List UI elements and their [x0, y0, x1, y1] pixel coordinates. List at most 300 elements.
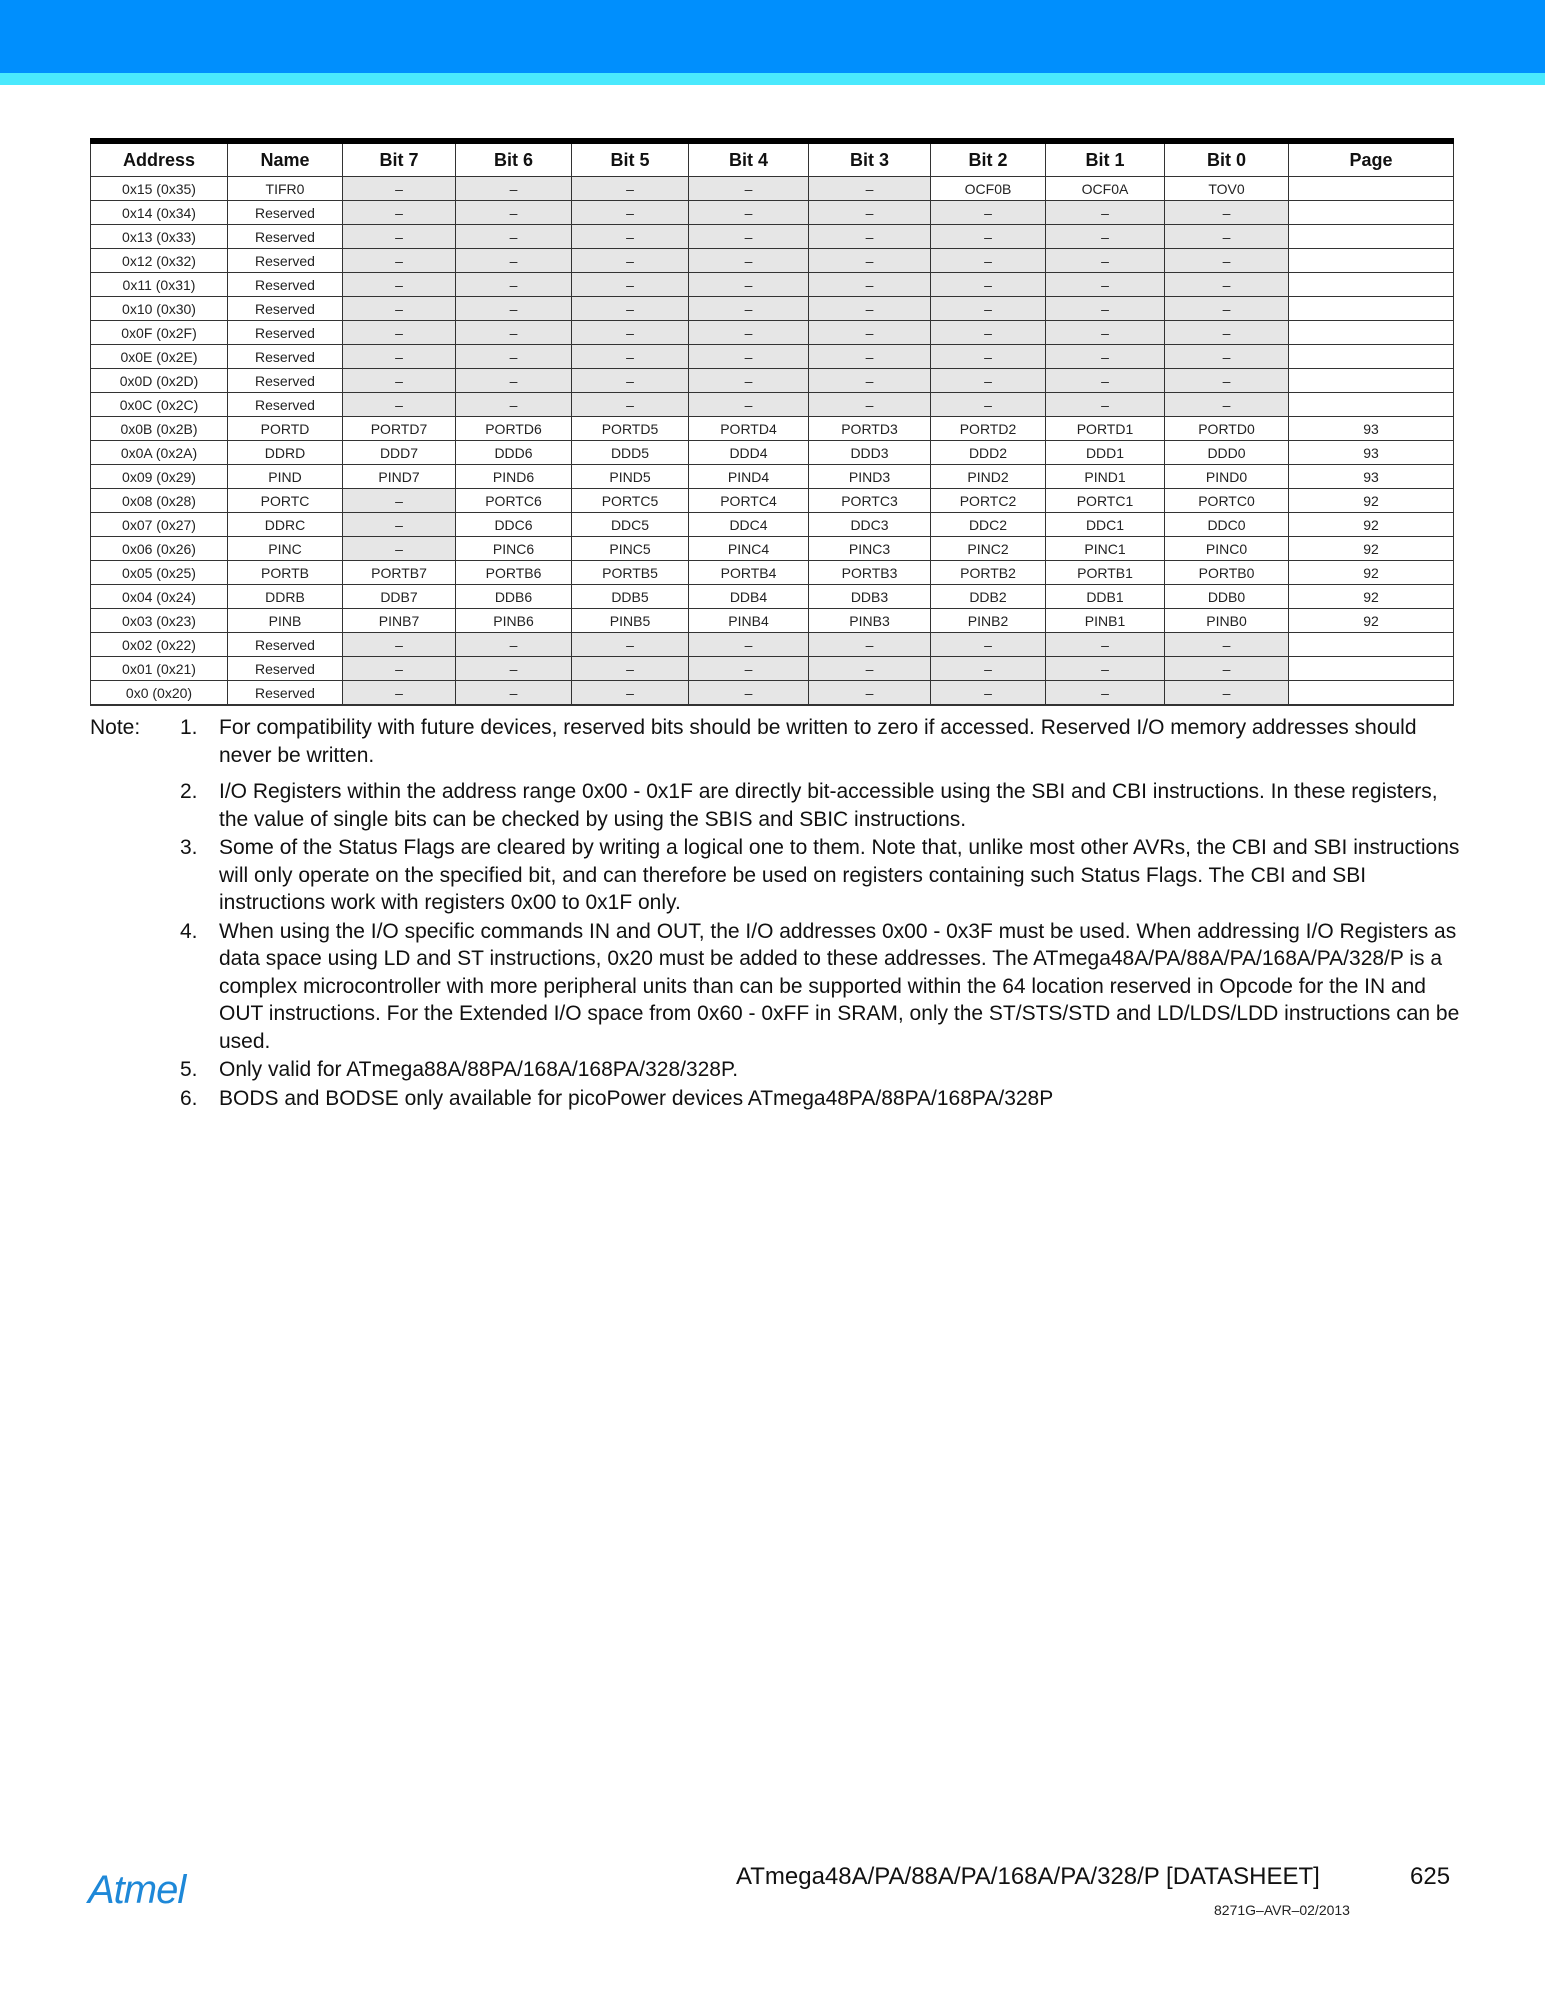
note-item [90, 918, 1460, 1056]
table-cell: – [931, 345, 1046, 369]
table-cell: DDC4 [689, 513, 809, 537]
table-cell: TOV0 [1165, 177, 1289, 201]
table-cell: – [456, 201, 572, 225]
table-cell: DDB0 [1165, 585, 1289, 609]
table-cell: – [1046, 225, 1165, 249]
table-cell: PORTB4 [689, 561, 809, 585]
table-cell: – [572, 393, 689, 417]
table-cell: DDB3 [809, 585, 931, 609]
table-cell: 92 [1289, 585, 1454, 609]
table-cell: 0x14 (0x34) [91, 201, 228, 225]
table-cell: DDB7 [343, 585, 456, 609]
table-cell: – [809, 297, 931, 321]
table-cell: PINB5 [572, 609, 689, 633]
table-cell: – [456, 321, 572, 345]
table-cell: PORTB1 [1046, 561, 1165, 585]
table-cell: – [343, 513, 456, 537]
table-cell: PINB1 [1046, 609, 1165, 633]
table-cell: PINB3 [809, 609, 931, 633]
table-cell: PIND4 [689, 465, 809, 489]
table-cell: 0x03 (0x23) [91, 609, 228, 633]
table-row [91, 417, 1454, 441]
column-header: Page [1289, 141, 1454, 177]
column-header: Bit 4 [689, 141, 809, 177]
table-cell: 92 [1289, 513, 1454, 537]
table-cell [1289, 345, 1454, 369]
table-cell: – [456, 345, 572, 369]
table-cell: PORTB7 [343, 561, 456, 585]
table-cell: – [931, 393, 1046, 417]
table-cell: – [689, 273, 809, 297]
table-cell: – [931, 201, 1046, 225]
table-cell: PINC1 [1046, 537, 1165, 561]
table-cell: Reserved [228, 393, 343, 417]
table-cell: DDC6 [456, 513, 572, 537]
table-cell: – [343, 633, 456, 657]
atmel-logo: Atmel [88, 1868, 186, 1912]
table-cell: – [572, 345, 689, 369]
table-cell: – [689, 321, 809, 345]
table-cell: PINC [228, 537, 343, 561]
table-cell: – [689, 657, 809, 681]
table-cell: – [572, 177, 689, 201]
table-cell: – [931, 369, 1046, 393]
table-cell: – [1165, 273, 1289, 297]
table-cell: – [931, 249, 1046, 273]
table-cell: PIND5 [572, 465, 689, 489]
column-header: Bit 7 [343, 141, 456, 177]
table-cell: – [456, 681, 572, 706]
table-row [91, 609, 1454, 633]
table-row [91, 393, 1454, 417]
table-cell: 0x0F (0x2F) [91, 321, 228, 345]
table-cell: PORTC6 [456, 489, 572, 513]
table-cell: – [572, 657, 689, 681]
table-cell: – [1046, 249, 1165, 273]
column-header: Bit 6 [456, 141, 572, 177]
table-cell: DDD7 [343, 441, 456, 465]
table-cell [1289, 657, 1454, 681]
table-cell: – [809, 321, 931, 345]
table-cell: DDC0 [1165, 513, 1289, 537]
table-cell: 93 [1289, 417, 1454, 441]
note-number: 5. [180, 1058, 198, 1081]
table-cell: PORTD [228, 417, 343, 441]
table-cell: – [572, 249, 689, 273]
table-cell: PORTC [228, 489, 343, 513]
table-cell: – [1046, 297, 1165, 321]
table-cell: Reserved [228, 369, 343, 393]
table-cell: 0x10 (0x30) [91, 297, 228, 321]
table-cell: – [1046, 657, 1165, 681]
table-cell: Reserved [228, 201, 343, 225]
table-cell: – [343, 393, 456, 417]
table-cell: – [456, 369, 572, 393]
table-row [91, 681, 1454, 706]
column-header: Bit 2 [931, 141, 1046, 177]
table-cell: Reserved [228, 297, 343, 321]
table-cell: 0x07 (0x27) [91, 513, 228, 537]
table-row [91, 273, 1454, 297]
table-cell [1289, 201, 1454, 225]
table-cell: – [689, 225, 809, 249]
table-cell: DDRD [228, 441, 343, 465]
table-cell: – [572, 273, 689, 297]
table-row [91, 585, 1454, 609]
table-cell: Reserved [228, 273, 343, 297]
table-cell: – [809, 393, 931, 417]
table-cell [1289, 393, 1454, 417]
table-cell: DDC3 [809, 513, 931, 537]
table-cell: – [343, 369, 456, 393]
table-cell: – [343, 297, 456, 321]
table-row [91, 225, 1454, 249]
table-cell: – [809, 249, 931, 273]
table-cell: PORTD3 [809, 417, 931, 441]
table-cell: – [931, 225, 1046, 249]
table-cell: PINC3 [809, 537, 931, 561]
table-cell: Reserved [228, 225, 343, 249]
table-cell: – [343, 225, 456, 249]
note-number: 2. [180, 780, 198, 803]
table-cell: – [343, 489, 456, 513]
note-item [90, 778, 1460, 833]
table-cell [1289, 297, 1454, 321]
table-cell: 0x0D (0x2D) [91, 369, 228, 393]
table-row [91, 657, 1454, 681]
table-cell: – [572, 633, 689, 657]
table-cell: – [809, 345, 931, 369]
table-cell: – [931, 681, 1046, 706]
table-cell: 0x0C (0x2C) [91, 393, 228, 417]
table-cell: 92 [1289, 489, 1454, 513]
table-cell: PINB7 [343, 609, 456, 633]
table-row [91, 441, 1454, 465]
table-cell: PIND [228, 465, 343, 489]
table-cell: – [1046, 321, 1165, 345]
table-cell: – [572, 369, 689, 393]
column-header: Bit 3 [809, 141, 931, 177]
notes-list [90, 714, 1460, 1112]
table-cell: – [1046, 273, 1165, 297]
header-band [0, 0, 1545, 73]
table-row [91, 345, 1454, 369]
table-cell [1289, 633, 1454, 657]
table-cell: Reserved [228, 249, 343, 273]
table-cell: – [809, 225, 931, 249]
table-cell: PORTC0 [1165, 489, 1289, 513]
note-number: 3. [180, 836, 198, 859]
table-cell: PORTC3 [809, 489, 931, 513]
table-cell [1289, 681, 1454, 706]
table-cell: OCF0A [1046, 177, 1165, 201]
table-cell: – [809, 681, 931, 706]
table-cell: PORTC4 [689, 489, 809, 513]
table-cell: – [456, 177, 572, 201]
table-cell: PORTD1 [1046, 417, 1165, 441]
table-cell: 0x0B (0x2B) [91, 417, 228, 441]
note-number: 4. [180, 919, 198, 943]
table-cell: – [1165, 321, 1289, 345]
table-cell: – [343, 345, 456, 369]
note-item [90, 1085, 1460, 1113]
table-cell: – [572, 321, 689, 345]
table-cell: – [456, 225, 572, 249]
table-cell: 0x0A (0x2A) [91, 441, 228, 465]
table-cell: – [689, 249, 809, 273]
table-cell: – [1046, 681, 1165, 706]
table-cell: – [572, 681, 689, 706]
table-cell: 0x11 (0x31) [91, 273, 228, 297]
table-cell: PORTB3 [809, 561, 931, 585]
table-cell: – [809, 201, 931, 225]
table-cell: 0x12 (0x32) [91, 249, 228, 273]
table-cell [1289, 249, 1454, 273]
table-cell: – [689, 297, 809, 321]
footer-page-number: 625 [1410, 1863, 1451, 1890]
table-cell: PINC0 [1165, 537, 1289, 561]
table-row [91, 513, 1454, 537]
table-cell: – [931, 657, 1046, 681]
table-cell: PINC6 [456, 537, 572, 561]
table-cell: – [1046, 369, 1165, 393]
table-row [91, 633, 1454, 657]
table-cell: – [1165, 681, 1289, 706]
table-cell: DDD3 [809, 441, 931, 465]
table-cell: – [809, 633, 931, 657]
table-cell: 0x04 (0x24) [91, 585, 228, 609]
table-cell: PIND3 [809, 465, 931, 489]
table-cell: PORTB [228, 561, 343, 585]
table-cell: DDC2 [931, 513, 1046, 537]
table-cell: 0x13 (0x33) [91, 225, 228, 249]
table-cell: – [456, 633, 572, 657]
table-cell: – [456, 273, 572, 297]
footer-doc-title: ATmega48A/PA/88A/PA/168A/PA/328/P [DATASHEET] [736, 1863, 1320, 1890]
table-cell: PORTB0 [1165, 561, 1289, 585]
notes-section [90, 714, 1460, 1113]
table-cell: PINB4 [689, 609, 809, 633]
table-cell: 92 [1289, 561, 1454, 585]
table-cell: – [931, 321, 1046, 345]
column-header: Bit 1 [1046, 141, 1165, 177]
table-cell: 93 [1289, 441, 1454, 465]
table-row [91, 321, 1454, 345]
note-text: BODS and BODSE only available for picoPower devices ATmega48PA/88PA/168PA/328P [219, 1086, 1054, 1110]
column-header: Bit 5 [572, 141, 689, 177]
table-cell: PORTC1 [1046, 489, 1165, 513]
table-cell: 0x09 (0x29) [91, 465, 228, 489]
table-cell: – [343, 321, 456, 345]
table-cell: – [809, 657, 931, 681]
column-header: Bit 0 [1165, 141, 1289, 177]
table-cell: DDD2 [931, 441, 1046, 465]
table-cell: – [343, 177, 456, 201]
table-cell: PINB [228, 609, 343, 633]
table-cell: – [689, 369, 809, 393]
table-cell: PINB2 [931, 609, 1046, 633]
table-cell: Reserved [228, 633, 343, 657]
note-text: Some of the Status Flags are cleared by writing a logical one to them. Note that, unlike most other AVRs, the CBI and SBI instructions will only operate on the specified bit, and can therefore be used on registers containing such Status Flags. The CBI and SBI instructions work with registers 0x00 to 0x1F only. [219, 836, 1460, 914]
table-cell: – [689, 681, 809, 706]
table-cell: – [809, 369, 931, 393]
table-cell: 0x08 (0x28) [91, 489, 228, 513]
table-cell: PORTB2 [931, 561, 1046, 585]
table-cell: PINB0 [1165, 609, 1289, 633]
table-cell: PORTC5 [572, 489, 689, 513]
table-cell: – [1046, 201, 1165, 225]
table-cell: PIND7 [343, 465, 456, 489]
table-cell: PORTD2 [931, 417, 1046, 441]
table-cell: DDB2 [931, 585, 1046, 609]
table-cell: PORTD7 [343, 417, 456, 441]
table-cell: – [456, 657, 572, 681]
table-row [91, 537, 1454, 561]
table-cell: DDD4 [689, 441, 809, 465]
table-cell: – [809, 273, 931, 297]
table-cell: Reserved [228, 321, 343, 345]
table-cell: 0x05 (0x25) [91, 561, 228, 585]
table-cell: – [1046, 393, 1165, 417]
table-cell: – [689, 201, 809, 225]
table-row [91, 489, 1454, 513]
table-cell: PINC5 [572, 537, 689, 561]
note-text: Only valid for ATmega88A/88PA/168A/168PA/328/328P. [219, 1058, 739, 1081]
table-row [91, 369, 1454, 393]
table-cell: PINC4 [689, 537, 809, 561]
table-cell: Reserved [228, 681, 343, 706]
table-row [91, 177, 1454, 201]
notes-label: Note: [90, 716, 141, 739]
table-cell: TIFR0 [228, 177, 343, 201]
table-cell: PORTD0 [1165, 417, 1289, 441]
table-cell: OCF0B [931, 177, 1046, 201]
table-cell: DDB1 [1046, 585, 1165, 609]
table-cell: DDRC [228, 513, 343, 537]
table-cell: – [572, 297, 689, 321]
table-cell: DDB5 [572, 585, 689, 609]
table-cell: 0x0 (0x20) [91, 681, 228, 706]
note-item [90, 834, 1460, 917]
table-cell: Reserved [228, 345, 343, 369]
footer-revision: 8271G–AVR–02/2013 [1214, 1902, 1350, 1918]
table-cell: DDC1 [1046, 513, 1165, 537]
table-cell: – [931, 273, 1046, 297]
table-cell: PORTB5 [572, 561, 689, 585]
table-cell [1289, 273, 1454, 297]
table-cell: – [1165, 249, 1289, 273]
table-cell: – [343, 273, 456, 297]
table-cell: – [572, 201, 689, 225]
table-cell: – [689, 633, 809, 657]
note-item [90, 1056, 1460, 1084]
register-summary-table [90, 138, 1454, 706]
table-cell: – [689, 177, 809, 201]
table-cell: – [343, 537, 456, 561]
table-cell: 0x01 (0x21) [91, 657, 228, 681]
table-cell: – [1165, 297, 1289, 321]
table-cell: 93 [1289, 465, 1454, 489]
table-cell: – [572, 225, 689, 249]
table-cell: PIND6 [456, 465, 572, 489]
table-cell: – [931, 633, 1046, 657]
table-cell: – [343, 201, 456, 225]
table-cell [1289, 321, 1454, 345]
table-cell: DDB4 [689, 585, 809, 609]
table-cell: DDD5 [572, 441, 689, 465]
table-cell: PIND1 [1046, 465, 1165, 489]
note-text: When using the I/O specific commands IN and OUT, the I/O addresses 0x00 - 0x3F must be used. When addressing I/O Registers as data space using LD and ST instructions, 0x20 must be added to these addresses. The ATmega48A/PA/88A/PA/168A/PA/328/P is a complex microcontroller with more peripheral units than can be supported within the 64 location reserved in Opcode for the IN and OUT instructions. For the Extended I/O space from 0x60 - 0xFF in SRAM, only the ST/STS/STD and LD/LDS/LDD instructions can be used. [219, 919, 1460, 1053]
table-cell: – [689, 345, 809, 369]
table-cell: 92 [1289, 609, 1454, 633]
table-row [91, 297, 1454, 321]
table-cell: DDD6 [456, 441, 572, 465]
table-cell: PORTB6 [456, 561, 572, 585]
table-row [91, 561, 1454, 585]
table-cell: – [1165, 393, 1289, 417]
table-cell: – [1046, 633, 1165, 657]
table-cell: DDC5 [572, 513, 689, 537]
table-cell: – [1165, 657, 1289, 681]
table-header-row [91, 141, 1454, 177]
table-cell: 0x15 (0x35) [91, 177, 228, 201]
table-cell: PORTC2 [931, 489, 1046, 513]
table-cell: – [456, 297, 572, 321]
table-cell: 0x0E (0x2E) [91, 345, 228, 369]
note-item [90, 714, 1460, 769]
table-cell: – [1165, 201, 1289, 225]
table-cell: – [1165, 345, 1289, 369]
table-cell: – [1165, 633, 1289, 657]
table-cell: – [343, 681, 456, 706]
table-cell: – [456, 249, 572, 273]
table-cell: DDD1 [1046, 441, 1165, 465]
note-text: I/O Registers within the address range 0x00 - 0x1F are directly bit-accessible using the SBI and CBI instructions. In these registers, the value of single bits can be checked by using the SBIS and SBIC instructions. [219, 780, 1438, 831]
table-row [91, 249, 1454, 273]
table-cell: PIND2 [931, 465, 1046, 489]
table-cell: PIND0 [1165, 465, 1289, 489]
table-cell: 0x02 (0x22) [91, 633, 228, 657]
column-header: Name [228, 141, 343, 177]
table-cell: – [1165, 369, 1289, 393]
table-cell: PINC2 [931, 537, 1046, 561]
table-cell: Reserved [228, 657, 343, 681]
header-accent-band [0, 73, 1545, 85]
table-row [91, 201, 1454, 225]
note-text: For compatibility with future devices, reserved bits should be written to zero if accessed. Reserved I/O memory addresses should never be written. [219, 716, 1417, 767]
table-cell: – [1165, 225, 1289, 249]
table-cell: PORTD6 [456, 417, 572, 441]
table-cell: 92 [1289, 537, 1454, 561]
table-row [91, 465, 1454, 489]
table-cell: – [689, 393, 809, 417]
table-cell: – [809, 177, 931, 201]
note-number: 6. [180, 1086, 198, 1110]
column-header: Address [91, 141, 228, 177]
table-cell: – [343, 657, 456, 681]
table-cell: 0x06 (0x26) [91, 537, 228, 561]
note-number: 1. [180, 716, 198, 739]
table-cell: PORTD5 [572, 417, 689, 441]
table-cell: – [1046, 345, 1165, 369]
table-cell: – [931, 297, 1046, 321]
table-cell [1289, 177, 1454, 201]
table-cell [1289, 225, 1454, 249]
table-cell: DDD0 [1165, 441, 1289, 465]
table-cell: PORTD4 [689, 417, 809, 441]
table-cell [1289, 369, 1454, 393]
table-cell: DDRB [228, 585, 343, 609]
